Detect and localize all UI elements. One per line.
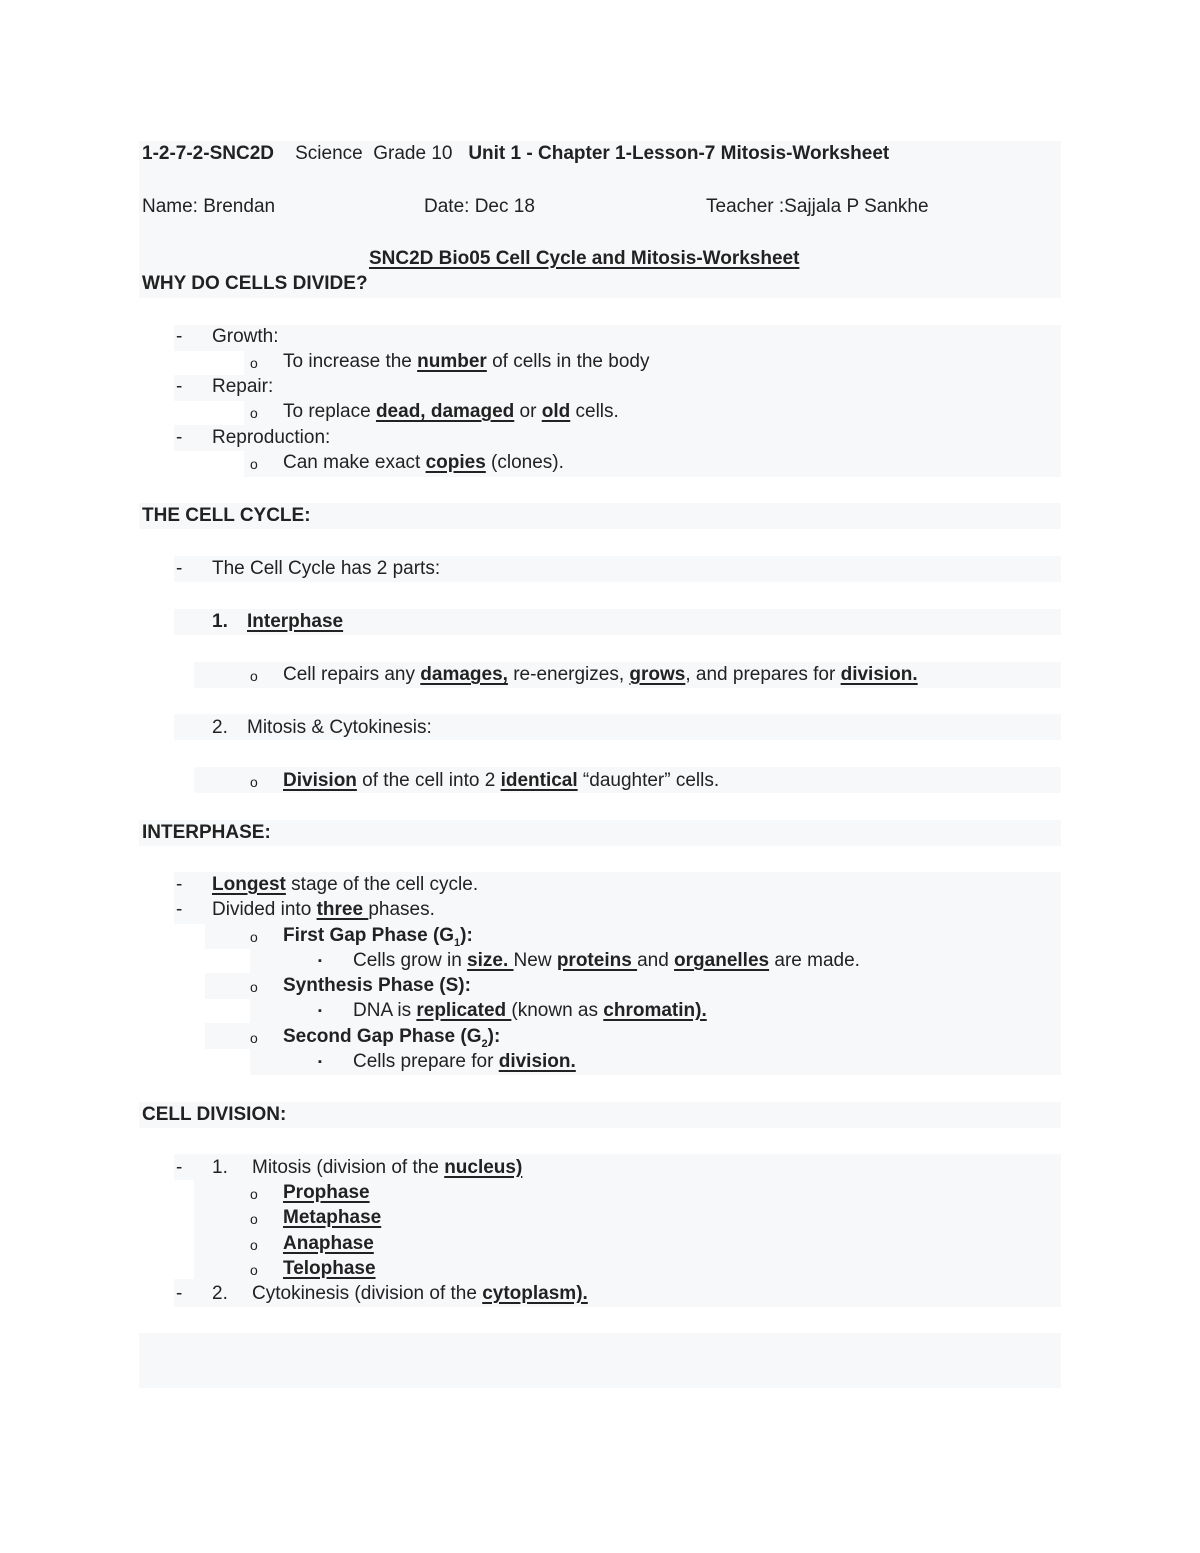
unit-title: Unit 1 - Chapter 1-Lesson-7 Mitosis-Worksheet (468, 143, 890, 164)
document-title: SNC2D Bio05 Cell Cycle and Mitosis-Worksheet (369, 248, 800, 269)
dash-bullet: - (176, 1157, 183, 1178)
keyword: chromatin). (603, 1000, 707, 1021)
list-number: 2. (212, 1283, 228, 1304)
keyword: dead, damaged (375, 401, 515, 422)
text: re-energizes, (507, 664, 630, 685)
text: (clones). (485, 452, 564, 473)
text: “daughter” cells. (577, 770, 720, 791)
keyword: three (316, 899, 369, 920)
circle-bullet: o (250, 405, 258, 421)
keyword: Division (283, 770, 357, 791)
circle-bullet: o (250, 1211, 258, 1227)
text: or (514, 401, 542, 422)
part1-description (283, 663, 918, 687)
dash-bullet: - (176, 874, 183, 895)
subscript: 1 (454, 936, 461, 949)
text: New (513, 950, 557, 971)
cycle-intro: The Cell Cycle has 2 parts: (212, 558, 441, 579)
keyword: Longest (212, 874, 286, 895)
text: Cell repairs any (283, 664, 421, 685)
square-bullet: ▪ (318, 1056, 322, 1068)
list-number: 2. (212, 717, 228, 738)
part1-interphase: Interphase (247, 611, 344, 632)
circle-bullet: o (250, 979, 258, 995)
teacher: Teacher :Sajjala P Sankhe (706, 196, 929, 217)
keyword: division. (498, 1051, 576, 1072)
text: First Gap Phase (G (283, 925, 455, 946)
mitosis-item (252, 1156, 522, 1180)
course-code: 1-2-7-2-SNC2D (142, 143, 274, 164)
circle-bullet: o (250, 774, 258, 790)
interphase-longest (212, 873, 478, 897)
circle-bullet: o (250, 668, 258, 684)
phase-metaphase: Metaphase (283, 1207, 382, 1228)
section-heading-cell-cycle: THE CELL CYCLE: (142, 505, 311, 526)
g2-description (353, 1050, 576, 1074)
keyword: nucleus) (444, 1157, 523, 1178)
dash-bullet: - (176, 558, 183, 579)
keyword: proteins (556, 950, 638, 971)
text: DNA is (353, 1000, 417, 1021)
g1-description (353, 949, 860, 973)
phase-prophase: Prophase (283, 1182, 370, 1203)
why-reproduction-detail (283, 451, 564, 475)
course-name: Science Grade 10 (295, 143, 453, 164)
cytokinesis-item (252, 1282, 588, 1306)
header-line (142, 142, 889, 166)
phase-anaphase: Anaphase (283, 1233, 374, 1254)
text: stage of the cell cycle. (285, 874, 479, 895)
text: Divided into (212, 899, 317, 920)
why-repair-label: Repair: (212, 376, 274, 397)
section-heading-cell-division: CELL DIVISION: (142, 1104, 287, 1125)
interphase-three-phases (212, 898, 435, 922)
text: ): (460, 925, 473, 946)
keyword: division. (840, 664, 918, 685)
circle-bullet: o (250, 929, 258, 945)
text: Mitosis (division of the (252, 1157, 445, 1178)
section-heading-why: WHY DO CELLS DIVIDE? (142, 273, 368, 294)
phase-telophase: Telophase (283, 1258, 376, 1279)
text: Cells grow in (353, 950, 468, 971)
keyword: size. (467, 950, 514, 971)
highlight-band (174, 325, 1061, 351)
why-growth-label: Growth: (212, 326, 279, 347)
s-phase-label: Synthesis Phase (S): (283, 975, 471, 996)
text: ): (487, 1026, 501, 1047)
keyword: cytoplasm). (482, 1283, 588, 1304)
subscript: 2 (481, 1037, 488, 1050)
list-number: 1. (212, 1157, 228, 1178)
empty-highlight-band (139, 1333, 1061, 1388)
text: of the cell into 2 (356, 770, 501, 791)
circle-bullet: o (250, 1237, 258, 1253)
keyword: grows (629, 664, 686, 685)
why-reproduction-label: Reproduction: (212, 427, 331, 448)
text: To replace (283, 401, 376, 422)
text: Cells prepare for (353, 1051, 499, 1072)
dash-bullet: - (176, 899, 183, 920)
highlight-band (174, 375, 1061, 401)
text: and (637, 950, 675, 971)
circle-bullet: o (250, 456, 258, 472)
text: Can make exact (283, 452, 426, 473)
why-repair-detail (283, 400, 619, 424)
text: , and prepares for (685, 664, 841, 685)
keyword: copies (425, 452, 486, 473)
dash-bullet: - (176, 1283, 183, 1304)
square-bullet: ▪ (318, 955, 322, 967)
text: cells. (570, 401, 619, 422)
dash-bullet: - (176, 376, 183, 397)
dash-bullet: - (176, 427, 183, 448)
circle-bullet: o (250, 1030, 258, 1046)
keyword: replicated (416, 1000, 512, 1021)
student-name: Name: Brendan (142, 196, 276, 217)
text: To increase the (283, 351, 418, 372)
text: are made. (769, 950, 860, 971)
circle-bullet: o (250, 1186, 258, 1202)
keyword: identical (500, 770, 578, 791)
text: Cytokinesis (division of the (252, 1283, 483, 1304)
s-description (353, 999, 707, 1023)
keyword: number (417, 351, 487, 372)
date: Date: Dec 18 (424, 196, 535, 217)
keyword: organelles (674, 950, 770, 971)
text: phases. (368, 899, 435, 920)
circle-bullet: o (250, 355, 258, 371)
part2-description (283, 769, 719, 793)
highlight-band (139, 820, 1061, 846)
section-heading-interphase: INTERPHASE: (142, 822, 271, 843)
why-growth-detail (283, 350, 649, 374)
list-number: 1. (212, 611, 228, 632)
text: of cells in the body (486, 351, 650, 372)
keyword: old (541, 401, 571, 422)
part2-mitosis-cytokinesis: Mitosis & Cytokinesis: (247, 717, 432, 738)
text: (known as (511, 1000, 604, 1021)
circle-bullet: o (250, 1262, 258, 1278)
keyword: damages, (420, 664, 508, 685)
dash-bullet: - (176, 326, 183, 347)
square-bullet: ▪ (318, 1005, 322, 1017)
text: Second Gap Phase (G (283, 1026, 482, 1047)
